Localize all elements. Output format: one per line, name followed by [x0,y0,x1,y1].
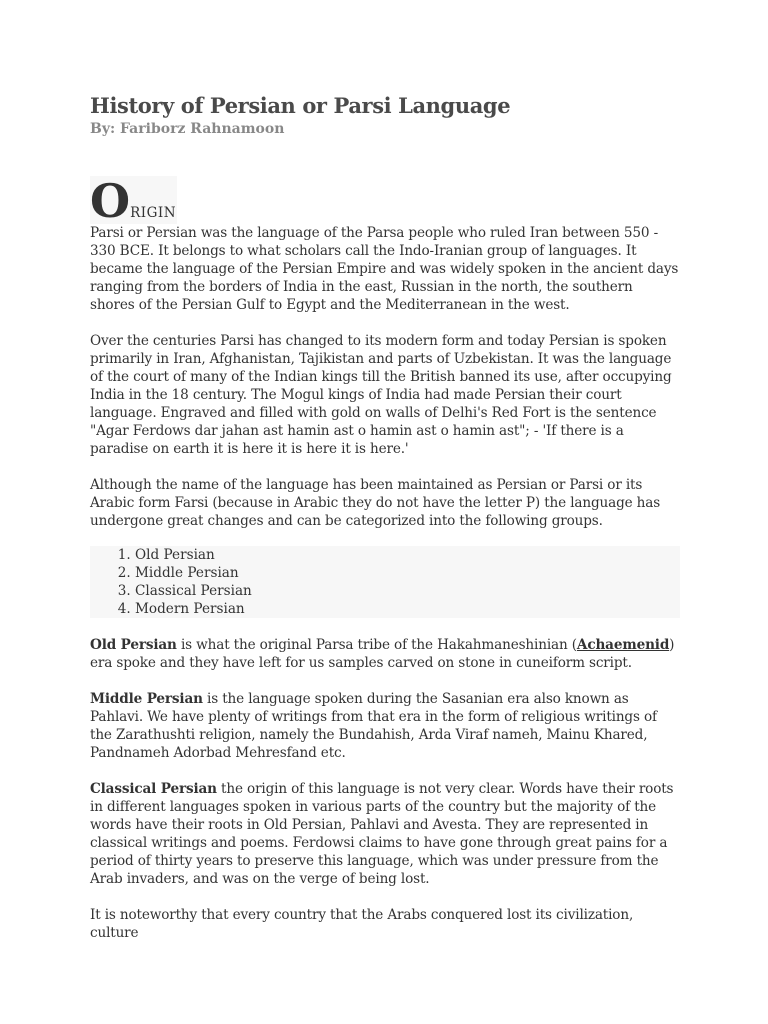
list-item: 1. Old Persian [135,546,680,564]
article-byline: By: Fariborz Rahnamoon [90,121,285,137]
middle-persian-text: is the language spoken during the Sasanian era also known as Pahlavi. We have plenty of writings from that era in the form of religious writings of the Zarathushti religion, namely the Bundahish, Arda Viraf nameh, Mainu Khared, Pandnameh Adorbad Mehresfand etc. [90,691,657,761]
classical-persian-text: the origin of this language is not very clear. Words have their roots in different languages spoken in various parts of the country but the majority of the words have their roots in Old Persian, Pahlavi and Avesta. They are represented in classical writings and poems. Ferdowsi claims to have gone through great pains for a period of thirty years to preserve this language, which was under pressure from the Arab invaders, and was on the verge of being lost. [90,781,674,887]
old-persian-text-b: ) era spoke and they have left for us samples carved on stone in cuneiform script. [90,637,675,671]
term-classical-persian: Classical Persian [90,781,217,797]
article [90,93,680,942]
list-item: 2. Middle Persian [135,564,680,582]
list-item: 4. Modern Persian [135,600,680,618]
paragraph-classical-persian [90,780,680,888]
term-old-persian: Old Persian [90,637,177,653]
paragraph-middle-persian [90,690,680,762]
paragraph-arabs-conquered: It is noteworthy that every country that the Arabs conquered lost its civilization, culture [90,907,634,941]
paragraph-origin: Parsi or Persian was the language of the Parsa people who ruled Iran between 550 - 330 BCE. It belongs to what scholars call the Indo-Iranian group of languages. It became the language of the Persian Empire and was widely spoken in the ancient days ranging from the borders of India in the east, Russian in the north, the southern shores of the Persian Gulf to Egypt and the Mediterranean in the west. [90,225,679,313]
old-persian-text-a: is what the original Parsa tribe of the Hakahmaneshinian ( [176,637,577,653]
article-title: History of Persian or Parsi Language [90,93,511,118]
section-heading-text: RIGIN [130,205,177,221]
achaemenid-link[interactable]: Achaemenid [576,637,670,653]
drop-cap: O [90,176,131,224]
section-heading-origin [90,176,177,224]
paragraph-old-persian [90,636,680,672]
paragraph-name-groups: Although the name of the language has been maintained as Persian or Parsi or its Arabic form Farsi (because in Arabic they do not have the letter P) the language has undergone great changes and can be categorized into the following groups. [90,477,661,529]
list-item: 3. Classical Persian [135,582,680,600]
language-groups-list [90,546,680,618]
paragraph-modern-form: Over the centuries Parsi has changed to its modern form and today Persian is spoken primarily in Iran, Afghanistan, Tajikistan and parts of Uzbekistan. It was the language of the court of many of the Indian kings till the British banned its use, after occupying India in the 18 century. The Mogul kings of India had made Persian their court language. Engraved and filled with gold on walls of Delhi's Red Fort is the sentence "Agar Ferdows dar jahan ast hamin ast o hamin ast o hamin ast"; - 'If there is a paradise on earth it is here it is here it is here.' [90,333,672,457]
term-middle-persian: Middle Persian [90,691,203,707]
